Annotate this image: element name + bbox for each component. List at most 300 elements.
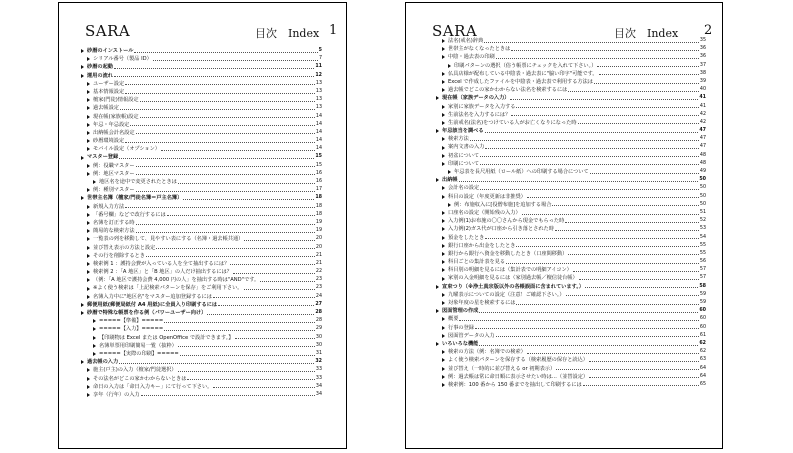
toc-entry[interactable] bbox=[59, 252, 346, 260]
dot-leader bbox=[213, 297, 315, 298]
toc-entry-page: 30 bbox=[315, 342, 322, 348]
dot-leader bbox=[479, 345, 698, 346]
bullet-triangle-icon bbox=[442, 146, 445, 150]
toc-entry[interactable] bbox=[406, 103, 722, 111]
bullet-triangle-icon bbox=[87, 172, 90, 176]
toc-entry[interactable] bbox=[406, 37, 722, 45]
toc-entry[interactable] bbox=[59, 63, 346, 71]
toc-entry-title: 過去帳設定 bbox=[93, 105, 119, 112]
bullet-triangle-icon bbox=[442, 260, 445, 264]
toc-entry-title: 出納帳会計名設定 bbox=[93, 129, 135, 136]
toc-entry-title: 九曜表示についての設定（注意！ご確認下さい。） bbox=[448, 291, 565, 298]
toc-entry-page: 63 bbox=[699, 357, 706, 363]
toc-entry-page: 47 bbox=[699, 144, 706, 150]
bullet-triangle-icon bbox=[442, 211, 445, 215]
toc-entry[interactable] bbox=[406, 307, 722, 315]
toc-entry-page: 13 bbox=[315, 88, 322, 94]
toc-entry-title: 過去帳の入力 bbox=[87, 359, 119, 366]
toc-entry[interactable] bbox=[406, 217, 722, 225]
toc-entry[interactable] bbox=[59, 383, 346, 391]
toc-entry-title: いろいろな機能 bbox=[442, 340, 479, 347]
dot-leader bbox=[599, 74, 699, 75]
bullet-triangle-icon bbox=[87, 295, 90, 299]
dot-leader bbox=[114, 68, 314, 69]
dot-leader bbox=[579, 279, 699, 280]
toc-entry[interactable] bbox=[406, 373, 722, 381]
toc-entry[interactable] bbox=[59, 96, 346, 104]
toc-entry[interactable] bbox=[59, 145, 346, 153]
dot-leader bbox=[511, 115, 699, 116]
toc-entry-page: 30 bbox=[315, 334, 322, 340]
toc-entry[interactable] bbox=[406, 332, 722, 340]
toc-entry-title: 簡易的な検索方法 bbox=[93, 228, 135, 235]
bullet-triangle-icon bbox=[87, 377, 90, 381]
toc-entry[interactable] bbox=[59, 113, 346, 121]
toc-entry-page: 17 bbox=[315, 187, 322, 193]
toc-entry[interactable] bbox=[406, 356, 722, 364]
toc-entry[interactable] bbox=[406, 266, 722, 274]
toc-entry-title: 「番号欄」などで改行するには bbox=[93, 211, 166, 218]
toc-entry[interactable] bbox=[59, 121, 346, 129]
toc-entry[interactable] bbox=[406, 152, 722, 160]
dot-leader bbox=[568, 254, 699, 255]
bullet-triangle-icon bbox=[442, 350, 445, 354]
dot-leader bbox=[136, 133, 315, 134]
toc-entry-page: 61 bbox=[699, 332, 706, 338]
bullet-triangle-icon bbox=[442, 47, 445, 51]
bullet-triangle-icon bbox=[87, 254, 90, 258]
toc-entry[interactable] bbox=[406, 86, 722, 94]
toc-entry[interactable] bbox=[59, 88, 346, 96]
bullet-triangle-icon bbox=[87, 82, 90, 86]
toc-entry-page: 31 bbox=[315, 350, 322, 356]
toc-entry-page: 33 bbox=[315, 367, 322, 373]
toc-entry[interactable] bbox=[406, 291, 722, 299]
toc-entry-page: 47 bbox=[699, 128, 706, 134]
toc-entry-title: 名簿を訂正する時 bbox=[93, 219, 135, 226]
toc-entry-title: 一覧表の列を移動して、見やすい表にする（名簿・過去帳共通） bbox=[93, 236, 244, 243]
toc-entry-title: Excel で作成したファイルを中陰表・過去表で利用する方法は bbox=[448, 78, 593, 85]
toc-entry-title: 概要 bbox=[448, 316, 459, 323]
toc-entry[interactable] bbox=[59, 276, 346, 284]
toc-entry-page: 21 bbox=[315, 252, 322, 258]
dot-leader bbox=[594, 83, 699, 84]
dot-leader bbox=[516, 107, 698, 108]
dot-leader bbox=[178, 183, 315, 184]
toc-entry-page: 18 bbox=[315, 211, 322, 217]
bullet-triangle-icon bbox=[93, 336, 96, 340]
toc-entry-page: 51 bbox=[699, 209, 706, 215]
toc-entry[interactable] bbox=[406, 193, 722, 201]
toc-entry-page: 16 bbox=[315, 179, 322, 184]
bullet-triangle-icon bbox=[442, 162, 445, 166]
toc-entry[interactable] bbox=[406, 209, 722, 217]
toc-entry[interactable] bbox=[406, 160, 722, 168]
toc-entry-title: 年忌表を長尺用紙（ロール紙）への印刷する場合について bbox=[454, 169, 589, 175]
dot-leader bbox=[235, 338, 315, 339]
toc-page-1 bbox=[58, 2, 347, 449]
toc-entry-title: 名簿単票用印刷簡易一覧（抜粋） bbox=[99, 342, 177, 349]
toc-entry-title: 会計名の設定 bbox=[448, 185, 480, 192]
toc-entry[interactable] bbox=[59, 268, 346, 276]
toc-entry[interactable] bbox=[59, 211, 346, 219]
toc-entry-page: 14 bbox=[315, 146, 322, 152]
dot-leader bbox=[213, 387, 315, 388]
toc-entry[interactable] bbox=[406, 111, 722, 119]
toc-entry[interactable] bbox=[406, 94, 722, 102]
toc-entry-page: 23 bbox=[315, 277, 322, 283]
toc-entry[interactable] bbox=[59, 186, 346, 194]
dot-leader bbox=[141, 395, 315, 396]
dot-leader bbox=[244, 240, 315, 241]
toc-entry[interactable] bbox=[406, 315, 722, 323]
toc-entry[interactable] bbox=[59, 47, 346, 55]
bullet-triangle-icon bbox=[442, 334, 445, 338]
bullet-triangle-icon bbox=[87, 278, 90, 282]
toc-entry-title: 現在帳（家族データの入力） bbox=[442, 95, 510, 102]
toc-entry-title: よく使う検索パターンを保存する（検索履歴の保存と読込） bbox=[448, 357, 588, 364]
bullet-triangle-icon bbox=[442, 358, 445, 362]
toc-entry[interactable] bbox=[59, 104, 346, 112]
toc-entry-page: 35 bbox=[699, 38, 706, 43]
toc-entry-page: 29 bbox=[315, 326, 322, 332]
dot-leader bbox=[496, 58, 699, 59]
dot-leader bbox=[125, 142, 315, 143]
toc-entry[interactable] bbox=[406, 70, 722, 78]
toc-entry-title: 現在帳(家族帳)設定 bbox=[93, 113, 139, 120]
toc-entry[interactable] bbox=[59, 72, 346, 80]
dot-leader bbox=[485, 238, 699, 239]
toc-entry-title: 砂暦の起動 bbox=[87, 64, 113, 71]
toc-entry[interactable] bbox=[406, 283, 722, 291]
toc-entry-page: 59 bbox=[699, 300, 706, 305]
toc-entry[interactable] bbox=[406, 242, 722, 250]
toc-entry[interactable] bbox=[406, 184, 722, 192]
toc-entry-page: 21 bbox=[315, 260, 322, 266]
toc-entry-title: 図面管理の作成 bbox=[442, 308, 479, 315]
toc-entry[interactable] bbox=[406, 53, 722, 61]
dot-leader bbox=[119, 363, 314, 364]
toc-entry[interactable] bbox=[406, 127, 722, 135]
dot-leader bbox=[178, 346, 315, 347]
bullet-triangle-icon bbox=[442, 383, 445, 387]
bullet-triangle-icon bbox=[442, 137, 445, 141]
toc-entry-page: 62 bbox=[699, 349, 706, 355]
toc-entry-page: 23 bbox=[315, 285, 322, 291]
logo: SARA bbox=[85, 22, 131, 40]
toc-entry[interactable] bbox=[59, 334, 346, 342]
toc-entry[interactable] bbox=[406, 225, 722, 233]
dot-leader bbox=[218, 305, 314, 306]
bullet-triangle-icon bbox=[87, 246, 90, 250]
dot-leader bbox=[130, 125, 315, 126]
bullet-triangle-icon bbox=[448, 64, 451, 68]
bullet-triangle-icon bbox=[442, 121, 445, 125]
toc-entry[interactable] bbox=[59, 129, 346, 137]
toc-entry-page: 60 bbox=[699, 308, 706, 314]
dot-leader bbox=[180, 355, 315, 356]
dot-leader bbox=[510, 99, 698, 100]
toc-entry[interactable] bbox=[59, 219, 346, 227]
toc-entry-title: 過去帳でどこの家かわからない法名を検索するには bbox=[448, 87, 568, 94]
toc-entry[interactable] bbox=[59, 309, 346, 317]
toc-entry[interactable] bbox=[59, 194, 346, 202]
toc-entry[interactable] bbox=[59, 260, 346, 268]
bullet-triangle-icon bbox=[87, 139, 90, 143]
toc-entry-title: 科目別の明細を見るには（集計表での明細アイコン） bbox=[448, 267, 572, 274]
toc-entry-page: 12 bbox=[315, 72, 322, 78]
toc-entry-page: 64 bbox=[699, 365, 706, 371]
toc-entry-page: 28 bbox=[315, 310, 322, 315]
bullet-triangle-icon bbox=[81, 360, 84, 364]
bullet-triangle-icon bbox=[87, 90, 90, 94]
toc-entry[interactable] bbox=[406, 234, 722, 242]
bullet-triangle-icon bbox=[442, 113, 445, 117]
bullet-triangle-icon bbox=[436, 129, 439, 133]
toc-entry[interactable] bbox=[59, 358, 346, 366]
bullet-triangle-icon bbox=[442, 367, 445, 371]
toc-entry-page: 39 bbox=[699, 78, 706, 84]
toc-entry-title: ユーザー設定 bbox=[93, 80, 125, 87]
dot-leader bbox=[459, 320, 699, 321]
toc-entry-title: 世帯主名簿（檀家/門徒名簿＝戸主名簿） bbox=[87, 195, 183, 202]
toc-entry[interactable] bbox=[59, 391, 346, 399]
toc-entry-page: 7 bbox=[318, 56, 322, 62]
toc-entry[interactable] bbox=[59, 317, 346, 325]
toc-entry-title: 預金をしたとき bbox=[448, 234, 485, 241]
toc-entry-title: 仏具店様が配布している中陰表・過去表に"脇い印字"可能です。 bbox=[448, 70, 598, 77]
toc-entry[interactable] bbox=[59, 162, 346, 170]
toc-entry-page: 54 bbox=[699, 234, 706, 240]
toc-entry-title: 家別の入金明細を見るには（家別過去帳／檀信徒台帳） bbox=[448, 275, 578, 282]
dot-leader bbox=[120, 109, 315, 110]
toc-entry-page: 14 bbox=[315, 113, 322, 119]
toc-entry[interactable] bbox=[406, 348, 722, 356]
toc-entry[interactable] bbox=[59, 350, 346, 358]
toc-entry-page: 34 bbox=[315, 383, 322, 389]
bullet-triangle-icon bbox=[436, 96, 439, 100]
dot-leader bbox=[496, 336, 699, 337]
toc-entry-page: 33 bbox=[315, 375, 322, 381]
toc-entry-page: 18 bbox=[315, 195, 322, 201]
bullet-triangle-icon bbox=[87, 270, 90, 274]
bullet-triangle-icon bbox=[87, 221, 90, 225]
toc-entry-title: 科目ごとの集計表を見る bbox=[448, 259, 506, 266]
toc-entry-page: 19 bbox=[315, 228, 322, 234]
toc-entry[interactable] bbox=[59, 366, 346, 374]
toc-entry-title: 検索方法 bbox=[448, 136, 469, 143]
toc-entry-title: 宣束つり（※浄土真宗版以外の各帳誤面に含まれています。） bbox=[442, 283, 585, 290]
toc-entry-title: 出納帳 bbox=[442, 177, 458, 184]
toc-entry-page: 55 bbox=[699, 250, 706, 256]
toc-entry-title: その行を削除するとき bbox=[93, 252, 145, 259]
dot-leader bbox=[522, 214, 699, 215]
toc-entry-title: 印刷パターンの選択（俗う帳票にチェックを入れて下さい。） bbox=[454, 62, 597, 69]
bullet-triangle-icon bbox=[81, 156, 84, 160]
toc-entry[interactable] bbox=[406, 365, 722, 373]
toc-entry[interactable] bbox=[406, 250, 722, 258]
toc-entry-title: 法名(戒名)辞典 bbox=[448, 38, 484, 44]
toc-entry[interactable] bbox=[406, 168, 722, 176]
toc-entry-title: 新規入力方法 bbox=[93, 203, 125, 210]
toc-entry-page: 65 bbox=[699, 381, 706, 387]
toc-entry-page: 59 bbox=[699, 291, 706, 297]
toc-entry-page: 28 bbox=[315, 318, 322, 324]
toc-entry-title: 年忌・年忌設定 bbox=[93, 121, 130, 128]
toc-entry[interactable] bbox=[406, 119, 722, 127]
toc-entry-title: 印刷について bbox=[448, 160, 480, 167]
dot-leader bbox=[485, 148, 699, 149]
bullet-triangle-icon bbox=[442, 88, 445, 92]
toc-entry[interactable] bbox=[59, 244, 346, 252]
toc-entry[interactable] bbox=[406, 78, 722, 86]
dot-leader bbox=[597, 66, 699, 67]
toc-entry[interactable] bbox=[406, 274, 722, 282]
toc-entry-title: モバイル設定（オプション） bbox=[93, 146, 160, 153]
toc-entry-title: 検索の方法（例：名簿での検索） bbox=[448, 349, 526, 356]
bullet-triangle-icon bbox=[442, 244, 445, 248]
dot-leader bbox=[153, 60, 318, 61]
bullet-triangle-icon bbox=[442, 154, 445, 158]
toc-entry[interactable] bbox=[59, 301, 346, 309]
toc-entry-title: 年忌該当を調べる bbox=[442, 128, 484, 135]
dot-leader bbox=[125, 207, 315, 208]
dot-leader bbox=[178, 371, 315, 372]
bullet-triangle-icon bbox=[448, 170, 451, 174]
toc-entry[interactable] bbox=[59, 55, 346, 63]
toc-entry[interactable] bbox=[406, 62, 722, 70]
toc-entry-title: （例：「A 地区で護持会費 4,000 円の人」を抽出する時は"AND"です。 bbox=[93, 277, 260, 284]
toc-entry-page: 40 bbox=[699, 87, 706, 93]
toc-entry-page: 48 bbox=[699, 152, 706, 158]
toc-entry[interactable] bbox=[59, 227, 346, 235]
toc-entry[interactable] bbox=[59, 170, 346, 178]
toc-entry-page: 5 bbox=[318, 48, 322, 53]
toc-entry[interactable] bbox=[406, 201, 722, 209]
toc-entry[interactable] bbox=[406, 340, 722, 348]
toc-entry-title: 地区名を途中で変更されたときは bbox=[99, 179, 177, 185]
toc-entry-page: 14 bbox=[315, 121, 322, 127]
bullet-triangle-icon bbox=[87, 213, 90, 217]
dot-leader bbox=[146, 256, 315, 257]
toc-entry-page: 20 bbox=[315, 236, 322, 242]
toc-entry-page: 15 bbox=[315, 162, 322, 168]
toc-entry-page: 50 bbox=[699, 193, 706, 199]
dot-leader bbox=[590, 173, 699, 174]
bullet-triangle-icon bbox=[87, 262, 90, 266]
toc-entry-title: 科目の設定（年度更新は非推奨） bbox=[448, 193, 526, 200]
toc-entry-title: 砂暦環境設定 bbox=[93, 138, 125, 145]
bullet-triangle-icon bbox=[436, 309, 439, 313]
dot-leader bbox=[136, 232, 315, 233]
toc-entry-page: 50 bbox=[699, 185, 706, 191]
dot-leader bbox=[136, 191, 315, 192]
toc-entry-page: 36 bbox=[699, 46, 706, 52]
toc-entry[interactable] bbox=[406, 299, 722, 307]
dot-leader bbox=[207, 314, 314, 315]
toc-entry-page: 15 bbox=[315, 154, 322, 160]
toc-entry-title: その法名がどこの家かわからないときは bbox=[93, 375, 187, 382]
toc-entry[interactable] bbox=[59, 342, 346, 350]
bullet-triangle-icon bbox=[436, 178, 439, 182]
bullet-triangle-icon bbox=[81, 303, 84, 307]
toc-entry-page: 49 bbox=[699, 169, 706, 174]
toc-entry-page: 58 bbox=[699, 283, 706, 289]
dot-leader bbox=[140, 117, 315, 118]
toc-entry[interactable] bbox=[406, 381, 722, 389]
toc-entry[interactable] bbox=[59, 203, 346, 211]
toc-entry-page: 22 bbox=[315, 269, 322, 275]
toc-page-2 bbox=[405, 2, 723, 449]
bullet-triangle-icon bbox=[87, 98, 90, 102]
toc-entry-page: 18 bbox=[315, 203, 322, 209]
dot-leader bbox=[114, 76, 314, 77]
toc-entry-page: 64 bbox=[699, 373, 706, 379]
toc-entry[interactable] bbox=[59, 325, 346, 333]
toc-entry[interactable] bbox=[59, 178, 346, 186]
toc-entry-page: 60 bbox=[699, 316, 706, 322]
toc-entry[interactable] bbox=[59, 293, 346, 301]
dot-leader bbox=[573, 271, 699, 272]
bullet-triangle-icon bbox=[442, 186, 445, 190]
toc-entry-title: 基本情報設定 bbox=[93, 88, 125, 95]
toc-entry[interactable] bbox=[406, 135, 722, 143]
toc-entry-page: 20 bbox=[315, 244, 322, 250]
bullet-triangle-icon bbox=[81, 311, 84, 315]
dot-leader bbox=[480, 189, 699, 190]
toc-entry-page: 41 bbox=[699, 95, 706, 101]
dot-leader bbox=[167, 215, 315, 216]
toc-entry[interactable] bbox=[406, 45, 722, 53]
toc-entry[interactable] bbox=[406, 143, 722, 151]
page-number: 1 bbox=[329, 23, 338, 38]
dot-leader bbox=[136, 174, 315, 175]
toc-entry-title: 生前法名を入力するには？ bbox=[448, 111, 511, 118]
bullet-triangle-icon bbox=[87, 164, 90, 168]
bullet-triangle-icon bbox=[93, 327, 96, 331]
bullet-triangle-icon bbox=[442, 277, 445, 281]
toc-entry[interactable] bbox=[406, 324, 722, 332]
toc-list bbox=[406, 37, 722, 389]
bullet-triangle-icon bbox=[87, 106, 90, 110]
toc-entry[interactable] bbox=[59, 375, 346, 383]
toc-entry[interactable] bbox=[59, 80, 346, 88]
toc-entry-title: 家別に家族データを入力する bbox=[448, 103, 516, 110]
toc-entry-page: 24 bbox=[315, 293, 322, 299]
dot-leader bbox=[140, 101, 315, 102]
toc-entry[interactable] bbox=[59, 153, 346, 161]
toc-entry-title: 命日の入力は「命日入力キー」にて行って下さい。 bbox=[93, 383, 213, 390]
toc-entry-title: 郵便用紙(郵便局紙付 A4 用紙)に全員入り印刷するには bbox=[87, 301, 218, 308]
bullet-triangle-icon bbox=[93, 180, 96, 184]
toc-entry-title: 享年（行年）の入力 bbox=[93, 391, 140, 398]
toc-entry-page: 50 bbox=[699, 201, 706, 207]
toc-entry-title: 例：地区マスター bbox=[93, 170, 135, 177]
toc-entry[interactable] bbox=[59, 235, 346, 243]
toc-entry[interactable] bbox=[406, 258, 722, 266]
toc-entry-title: 例：種別マスター bbox=[93, 187, 135, 194]
toc-entry-title: 図面管データの入力 bbox=[448, 332, 495, 339]
toc-entry[interactable] bbox=[406, 176, 722, 184]
toc-entry[interactable] bbox=[59, 137, 346, 145]
toc-entry-page: 42 bbox=[699, 111, 706, 117]
bullet-triangle-icon bbox=[87, 229, 90, 233]
toc-entry[interactable] bbox=[59, 284, 346, 292]
dot-leader bbox=[511, 50, 699, 51]
bullet-triangle-icon bbox=[87, 57, 90, 61]
toc-entry-page: 41 bbox=[699, 103, 706, 109]
bullet-triangle-icon bbox=[93, 352, 96, 356]
